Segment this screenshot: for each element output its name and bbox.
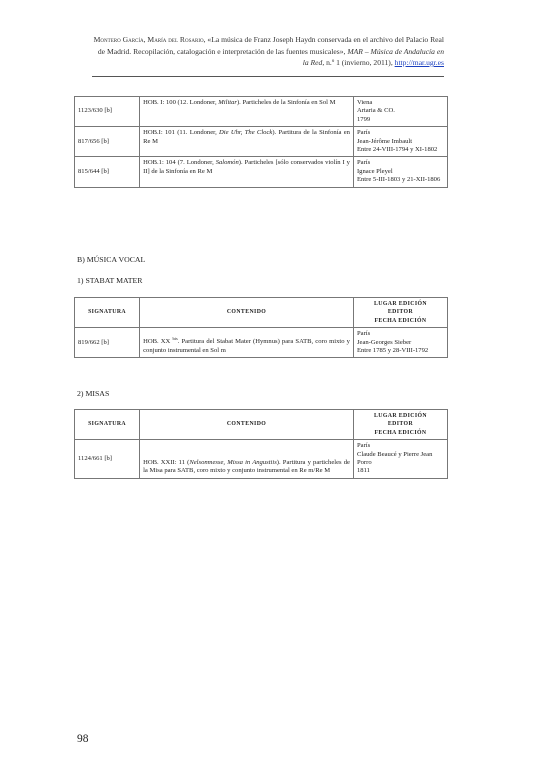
page-number: 98 bbox=[77, 733, 89, 745]
table-header-row bbox=[75, 410, 448, 440]
instrumental-works-table bbox=[74, 96, 448, 188]
header-citation-issue: , n.º 1 (invierno, 2011), bbox=[322, 58, 395, 67]
column-header-content: CONTENIDO bbox=[140, 298, 354, 328]
masses-table bbox=[74, 409, 448, 479]
stabat-mater-table bbox=[74, 297, 448, 358]
column-header-edition: LUGAR EDICIÓN EDITOR FECHA EDICIÓN bbox=[353, 410, 447, 440]
table-row bbox=[75, 157, 448, 187]
signature-cell: 1124/661 [b] bbox=[75, 440, 140, 479]
edition-cell: París Jean-Jérôme Imbault Entre 24-VIII-1794 y XI-1802 bbox=[353, 127, 447, 157]
running-header bbox=[92, 34, 444, 69]
section-heading-masses: 2) MISAS bbox=[77, 389, 110, 398]
signature-cell: 815/644 [b] bbox=[75, 157, 140, 187]
signature-cell: 1123/630 [b] bbox=[75, 97, 140, 127]
column-header-signature: SIGNATURA bbox=[75, 410, 140, 440]
edition-cell: París Claude Beaucé y Pierre Jean Porro 1811 bbox=[353, 440, 447, 479]
edition-cell: París Ignace Pleyel Entre 5-III-1803 y 21-XII-1806 bbox=[353, 157, 447, 187]
table-row bbox=[75, 440, 448, 479]
header-citation-title: , «La música de Franz Joseph Haydn conservada en el archivo del Palacio Real de Madrid. Recopilación, catalogación e interpretación de las fuentes musicales», bbox=[97, 35, 444, 56]
signature-cell: 817/656 [b] bbox=[75, 127, 140, 157]
table-row bbox=[75, 127, 448, 157]
column-header-edition: LUGAR EDICIÓN EDITOR FECHA EDICIÓN bbox=[353, 298, 447, 328]
table-row bbox=[75, 328, 448, 358]
content-cell: HOB. I: 100 (12. Londoner, Militar). Particheles de la Sinfonía en Sol M bbox=[140, 97, 354, 127]
column-header-content: CONTENIDO bbox=[140, 410, 354, 440]
table-header-row bbox=[75, 298, 448, 328]
content-cell: HOB. XX $^{bis}$. Partitura del Stabat Mater (Hymnus) para SATB, coro mixto y conjunto instrumental en Sol m bbox=[140, 328, 354, 358]
header-journal: MAR – Música de Andalucía en la Red bbox=[302, 46, 444, 67]
header-url-link[interactable]: http://mar.ugr.es bbox=[394, 58, 444, 67]
content-cell: HOB.I: 101 (11. Londoner, Die Uhr, The Clock). Partitura de la Sinfonía en Re M bbox=[140, 127, 354, 157]
column-header-signature: SIGNATURA bbox=[75, 298, 140, 328]
edition-cell: París Jean-Georges Sieber Entre 1785 y 28-VIII-1792 bbox=[353, 328, 447, 358]
edition-cell: Viena Artaria & CO. 1799 bbox=[353, 97, 447, 127]
section-heading-vocal-music: B) MÚSICA VOCAL bbox=[77, 255, 146, 264]
header-divider bbox=[92, 76, 444, 77]
header-author: Montero García, María del Rosario bbox=[93, 35, 204, 44]
signature-cell: 819/662 [b] bbox=[75, 328, 140, 358]
content-cell: HOB.1: 104 (7. Londoner, Salomón). Particheles [sólo conservados violín I y II] de la Sinfonía en Re M bbox=[140, 157, 354, 187]
content-cell: HOB. XXII: 11 (Nelsonmesse, Missa in Angustiis). Partitura y particheles de la Misa para SATB, coro mixto y conjunto instrumental en Re m/Re M bbox=[140, 440, 354, 479]
section-heading-stabat-mater: 1) STABAT MATER bbox=[77, 276, 143, 285]
table-row bbox=[75, 97, 448, 127]
